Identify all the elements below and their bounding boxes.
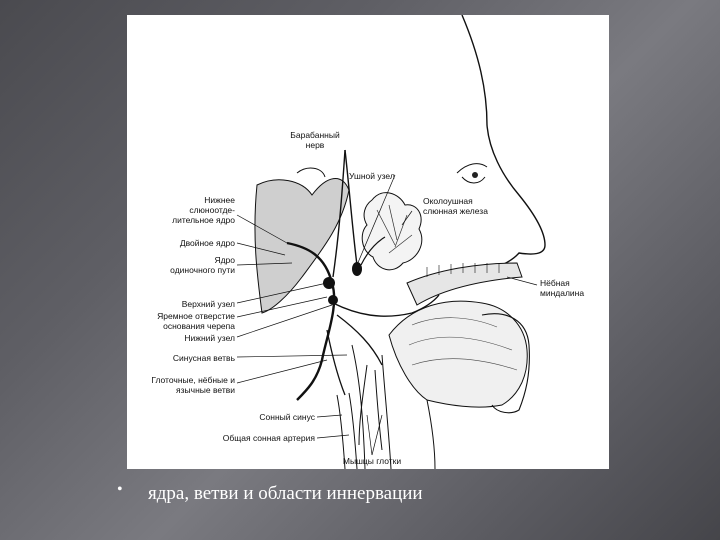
- slide-caption: ядра, ветви и области иннервации: [148, 483, 423, 504]
- label-nucleus-ambiguus: Двойное ядро: [179, 238, 235, 248]
- eye: [457, 164, 487, 183]
- label-superior-ganglion: Верхний узел: [181, 299, 235, 309]
- label-jugular-foramen: Яремное отверстие основания черепа: [157, 311, 235, 331]
- label-inferior-salivary-nucleus: Нижнее слюноотде- лительное ядро: [172, 195, 235, 225]
- label-sinus-branch: Синусная ветвь: [172, 353, 235, 363]
- palate: [407, 263, 522, 305]
- otic-ganglion-node: [352, 262, 362, 276]
- label-pharynx-muscles: Мышцы глотки: [342, 456, 402, 466]
- tongue: [389, 301, 527, 407]
- bullet-icon: •: [117, 481, 123, 498]
- face-profile: [462, 15, 545, 271]
- label-inferior-ganglion: Нижний узел: [184, 333, 235, 343]
- anatomy-figure: [127, 15, 609, 469]
- label-parotid-gland: Околоушная слюнная железа: [423, 196, 488, 216]
- label-solitary-tract-nucleus: Ядро одиночного пути: [170, 255, 235, 275]
- label-carotid-sinus: Сонный синус: [259, 412, 315, 422]
- label-tympanic-nerve: Барабанный нерв: [290, 130, 340, 150]
- label-pharyngeal-branches: Глоточные, нёбные и язычные ветви: [151, 375, 235, 395]
- label-otic-ganglion: Ушной узел: [349, 171, 395, 181]
- label-palatine-tonsil: Нёбная миндалина: [540, 278, 585, 298]
- label-common-carotid: Общая сонная артерия: [222, 433, 315, 443]
- superior-ganglion-node: [323, 277, 335, 289]
